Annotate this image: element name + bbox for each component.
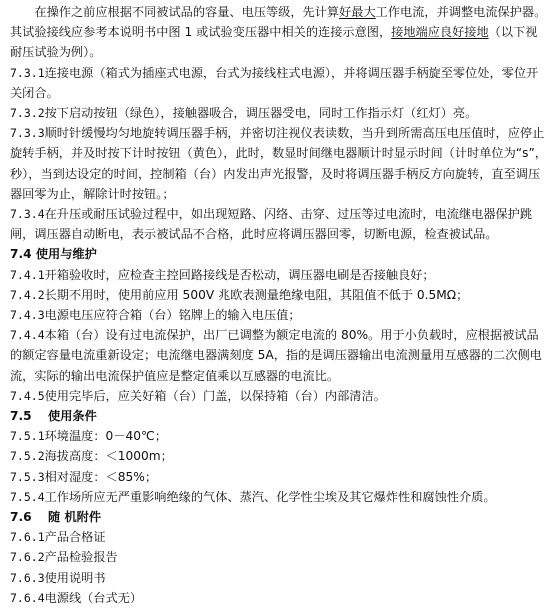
item-text: 顺时针缓慢均匀地旋转调压器手柄，并密切注视仪表读数，当升到所需高压电压值时，应停止旋转手柄，并及时按下计时按钮（黄色），此时，数显时间继电器顺计时显示时间（计时单位为“s”，秒），当到达设定的时间，控制箱（台）内发出声光报警，及时将调压器手柄反方向旋转，直至调压器回零为止，解除计时按钮。； bbox=[10, 126, 547, 201]
section-heading-7-4: 7.4 使用与维护 bbox=[10, 247, 97, 262]
item-7-5-2 bbox=[10, 446, 548, 466]
item-7-4-3 bbox=[10, 305, 548, 325]
section-heading-7-6: 7.6 随 机附件 bbox=[10, 510, 102, 525]
section-heading-7-5: 7.5 使用条件 bbox=[10, 409, 97, 424]
item-text: 本箱（台）设有过电流保护，出厂已调整为额定电流的 80%。用于小负载时，应根据被试品的额定容量电流重新设定；电流继电器满刻度 5A，指的是调压器输出电流测量用互感器的二次侧电流，实际的输出电流保护值应是整定值乘以互感器的电流比。 bbox=[10, 328, 542, 383]
item-text: 长期不用时，使用前应用 500V 兆欧表测量绝缘电阻，其阻值不低于 0.5MΩ； bbox=[44, 287, 469, 302]
intro-underline-2: 接地端应良好接地 bbox=[391, 25, 489, 40]
item-number: 7.6.1 bbox=[10, 530, 45, 545]
item-number: 7.5.1 bbox=[10, 429, 45, 444]
item-number: 7.5.4 bbox=[10, 489, 45, 504]
item-number: 7.4.4 bbox=[10, 328, 45, 343]
item-number: 7.5.3 bbox=[10, 469, 45, 484]
item-text: 在升压或耐压试验过程中，如出现短路、闪络、击穿、过压等过电流时，电流继电器保护跳闸，调压器自动断电，表示被试品不合格，此时应将调压器回零，切断电源，检查被试品。 bbox=[10, 207, 533, 242]
item-text: 工作场所应无严重影响绝缘的气体、蒸汽、化学性尘埃及其它爆炸性和腐蚀性介质。 bbox=[44, 489, 496, 504]
item-7-6-3 bbox=[10, 568, 548, 588]
intro-paragraph bbox=[10, 2, 548, 63]
item-text: 环境温度：0－40℃； bbox=[44, 429, 167, 444]
item-text: 按下启动按钮（绿色），接触器吸合，调压器受电，同时工作指示灯（红灯）亮。 bbox=[44, 106, 478, 121]
intro-text-3: （以下视耐压试验为例）。 bbox=[10, 25, 538, 60]
item-number: 7.4.2 bbox=[10, 287, 45, 302]
item-text: 使用说明书 bbox=[44, 570, 106, 585]
item-number: 7.5.2 bbox=[10, 449, 45, 464]
item-text: 使用完毕后，应关好箱（台）门盖，以保持箱（台）内部清洁。 bbox=[44, 388, 386, 403]
item-7-4-1 bbox=[10, 265, 548, 285]
item-7-5-4 bbox=[10, 487, 548, 507]
item-7-4-5 bbox=[10, 386, 548, 406]
item-number: 7.3.4 bbox=[10, 207, 45, 222]
item-7-4-2 bbox=[10, 285, 548, 305]
item-7-5-1 bbox=[10, 426, 548, 446]
item-number: 7.3.3 bbox=[10, 126, 45, 141]
intro-text-1: 在操作之前应根据不同被试品的容量、电压等级，先计算 bbox=[34, 5, 340, 19]
item-7-3-3 bbox=[10, 123, 548, 204]
item-7-6-1 bbox=[10, 527, 548, 547]
item-number: 7.6.4 bbox=[10, 590, 45, 605]
item-7-3-2 bbox=[10, 103, 548, 123]
item-number: 7.6.2 bbox=[10, 550, 45, 565]
item-text: 连接电源（箱式为插座式电源，台式为接线柱式电源），并将调压器手柄旋至零位处，零位开关闭合。 bbox=[10, 65, 539, 100]
item-number: 7.3.1 bbox=[10, 65, 45, 80]
intro-text-2: 工作电流，并调整电流保护器。其试验接线应参考本说明书中图 1 或试验变压器中相关的连接示意图， bbox=[10, 5, 547, 40]
item-number: 7.4.1 bbox=[10, 267, 45, 282]
item-text: 电源电压应符合箱（台）铭牌上的输入电压值； bbox=[44, 308, 301, 323]
item-7-3-1 bbox=[10, 63, 548, 103]
item-7-4-4 bbox=[10, 325, 548, 386]
item-number: 7.3.2 bbox=[10, 106, 45, 121]
item-text: 产品检验报告 bbox=[44, 550, 118, 565]
item-number: 7.4.5 bbox=[10, 388, 45, 403]
item-7-6-2 bbox=[10, 547, 548, 567]
item-text: 产品合格证 bbox=[44, 530, 106, 545]
item-text: 海拔高度：＜1000m； bbox=[44, 449, 173, 464]
item-text: 相对湿度：＜85%； bbox=[44, 469, 158, 484]
item-7-5-3 bbox=[10, 467, 548, 487]
item-number: 7.6.3 bbox=[10, 570, 45, 585]
item-text: 开箱验收时，应检查主控回路接线是否松动，调压器电刷是否接触良好； bbox=[44, 267, 435, 282]
item-number: 7.4.3 bbox=[10, 308, 45, 323]
item-7-3-4 bbox=[10, 204, 548, 244]
item-7-6-4 bbox=[10, 588, 548, 608]
intro-underline-1: 好最大 bbox=[339, 5, 376, 19]
item-text: 电源线（台式无） bbox=[44, 590, 143, 605]
